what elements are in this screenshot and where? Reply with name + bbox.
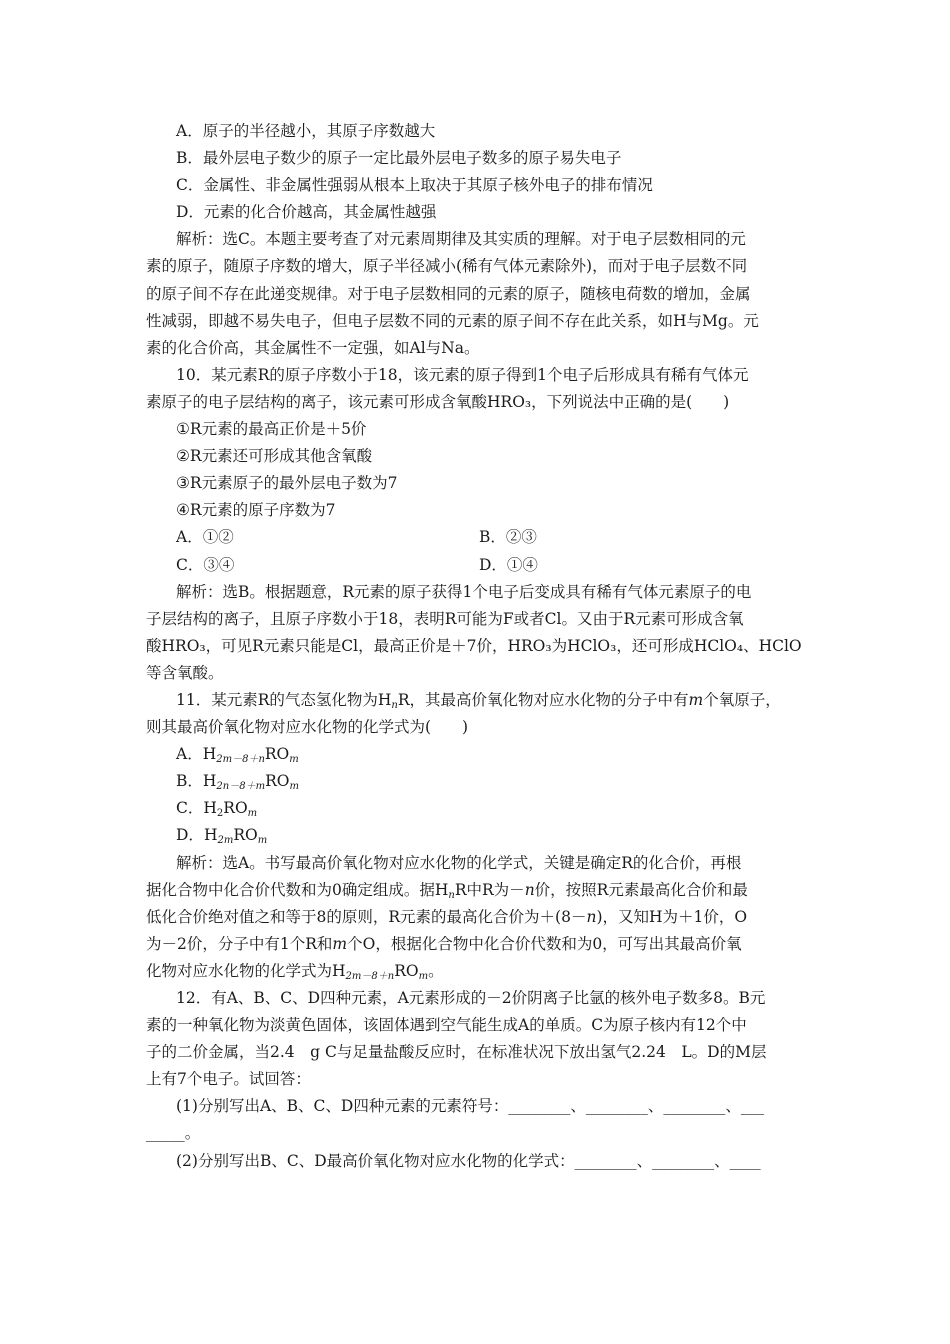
q11-option-c: C．$H_2RO_m$ [176,799,258,820]
q12-stem-line: 12．有A、B、C、D四种元素，A元素形成的－2价阴离子比氩的核外电子数多8。B元 [176,989,766,1007]
q12-subquestion-1-cont: _____。 [146,1124,201,1143]
q10-analysis-line: 解析：选B。根据题意，R元素的原子获得1个电子后变成具有稀有气体元素原子的电 [176,582,752,601]
q11-stem-variable: m [688,690,704,709]
q10-analysis-line: 酸HRO₃，可见R元素只能是Cl，最高正价是＋7价，HRO₃为HClO₃，还可形成HClO₄、HClO [146,636,802,655]
q10-option-a: A．①② [176,528,234,547]
q11-analysis-line: 化物对应水化物的化学式为$H_{2m-8+n}RO_m$。 [146,961,444,982]
q9-option-d: D．元素的化合价越高，其金属性越强 [176,203,437,222]
q11-analysis-line: 为－2价，分子中有1个R和m个O，根据化合物中化合价代数和为0，可写出其最高价氧 [146,934,742,953]
q10-options-row [146,524,814,551]
document-page [146,118,814,1175]
q9-analysis-line: 素的原子，随原子序数的增大，原子半径减小(稀有气体元素除外)，而对于电子层数不同 [146,257,748,276]
q12-subquestion-2: (2)分别写出B、C、D最高价氧化物对应水化物的化学式：________、________、____ [176,1151,761,1170]
q11-stem-line: 则其最高价氧化物对应水化物的化学式为( ) [146,718,469,737]
q11-stem-text: 个氧原子， [703,690,781,709]
q11-analysis-line: 低化合价绝对值之和等于8的原则，R元素的最高化合价为＋(8－n)，又知H为＋1价，O [146,907,748,926]
q12-stem-line: 子的二价金属，当2.4 g C与足量盐酸反应时，在标准状况下放出氢气2.24 L。D的M层 [146,1043,767,1062]
q10-option-c: C．③④ [176,555,235,574]
q10-statement: ③R元素原子的最外层电子数为7 [176,474,398,493]
q9-option-a: A．原子的半径越小，其原子序数越大 [176,122,436,140]
q9-option-b: B．最外层电子数少的原子一定比最外层电子数多的原子易失电子 [176,149,622,168]
q11-stem-text: R，其最高价氧化物对应水化物的分子中有 [397,690,689,709]
q12-subquestion-1: (1)分别写出A、B、C、D四种元素的元素符号：________、________、________、___ [176,1097,765,1116]
q11-option-b: B．$H_{2n-8+m}RO_m$ [176,772,299,793]
q10-statement: ①R元素的最高正价是＋5价 [176,420,367,439]
q11-stem-subscript: n [391,699,398,711]
q9-analysis-line: 解析：选C。本题主要考查了对元素周期律及其实质的理解。对于电子层数相同的元 [176,230,746,249]
q11-analysis-line: 据化合物中化合价代数和为0确定组成。据$H_nR$中R为－n价，按照R元素最高化合价和最 [146,880,748,901]
q9-analysis-line: 素的化合价高，其金属性不一定强，如Al与Na。 [146,338,480,357]
q12-stem-line: 素的一种氧化物为淡黄色固体，该固体遇到空气能生成A的单质。C为原子核内有12个中 [146,1016,747,1035]
q10-option-d: D．①④ [479,555,538,574]
q9-analysis-line: 性减弱，即越不易失电子，但电子层数不同的元素的原子间不存在此关系，如H与Mg。元 [146,311,759,330]
q9-analysis-line: 的原子间不存在此递变规律。对于电子层数相同的元素的原子，随核电荷数的增加，金属 [146,284,751,303]
q10-options-row [146,552,814,579]
q11-analysis-line: 解析：选A。书写最高价氧化物对应水化物的化学式，关键是确定R的化合价，再根 [176,853,742,872]
q10-analysis-line: 等含氧酸。 [146,663,224,682]
q10-analysis-line: 子层结构的离子，且原子序数小于18，表明R可能为F或者Cl。又由于R元素可形成含氧 [146,609,744,628]
q11-stem-text: 11．某元素R的气态氢化物为H [176,690,392,709]
q11-stem-line [146,687,814,714]
q11-option-d: D．$H_{2m}RO_m$ [176,826,268,847]
q10-option-b: B．②③ [479,528,537,547]
q10-stem-line: 素原子的电子层结构的离子，该元素可形成含氧酸HRO₃，下列说法中正确的是( ) [146,392,730,411]
q10-stem-line: 10．某元素R的原子序数小于18，该元素的原子得到1个电子后形成具有稀有气体元 [176,365,749,384]
q10-statement: ④R元素的原子序数为7 [176,501,336,520]
q10-statement: ②R元素还可形成其他含氧酸 [176,447,373,466]
q9-option-c: C．金属性、非金属性强弱从根本上取决于其原子核外电子的排布情况 [176,176,653,195]
q12-stem-line: 上有7个电子。试回答： [146,1070,311,1089]
q11-option-a: A．$H_{2m-8+n}RO_m$ [176,745,299,766]
